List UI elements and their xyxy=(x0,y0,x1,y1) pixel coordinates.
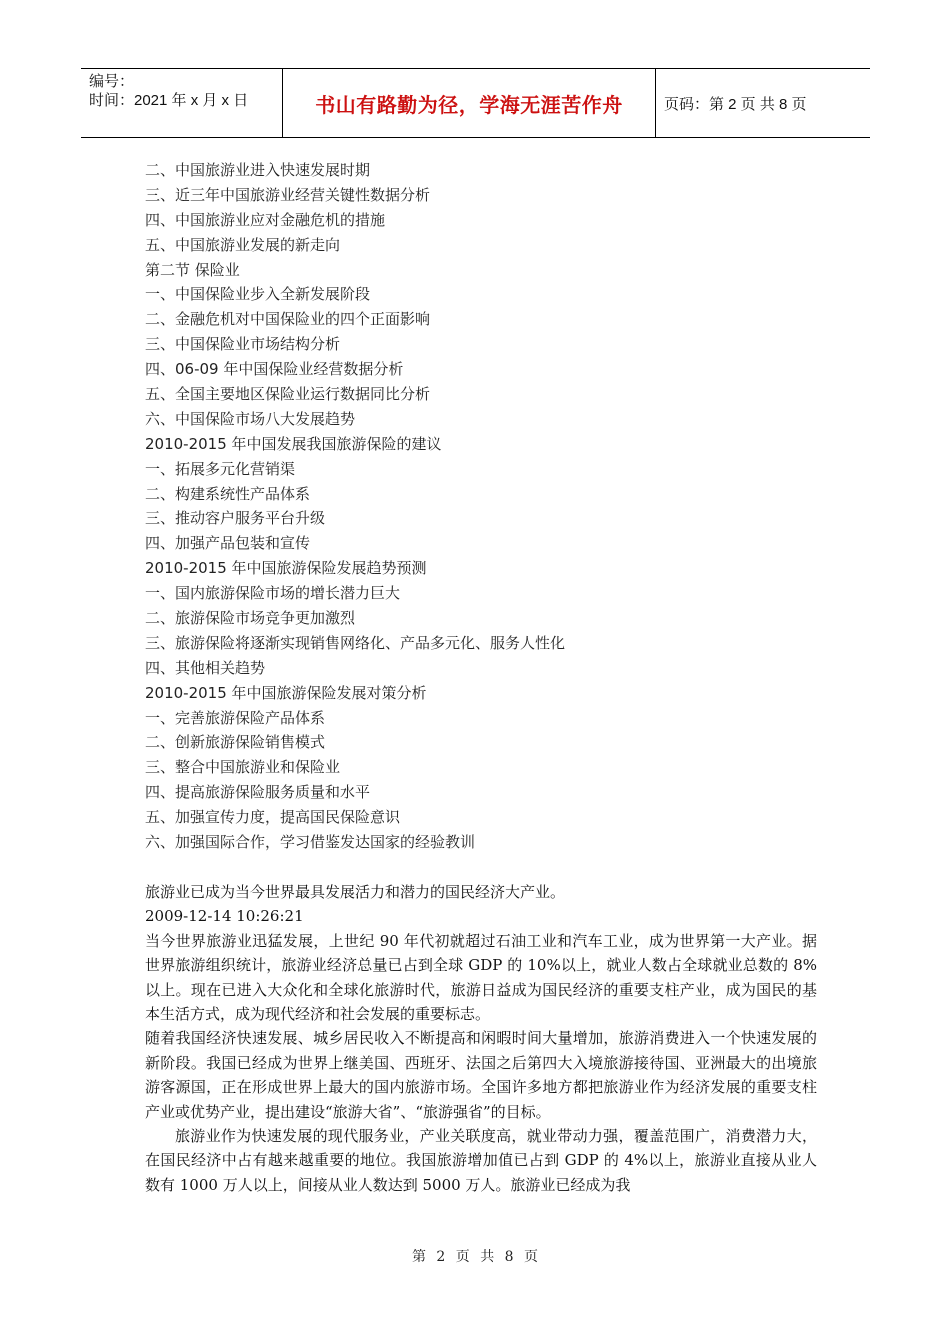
header-motto: 书山有路勤为径，学海无涯苦作舟 xyxy=(283,69,656,137)
table-of-contents xyxy=(145,158,825,855)
toc-item: 三、整合中国旅游业和保险业 xyxy=(145,758,341,777)
toc-item: 2010-2015 年中国旅游保险发展趋势预测 xyxy=(145,559,427,578)
header-page-info: 页码：第 2 页 共 8 页 xyxy=(664,95,807,113)
toc-item: 五、中国旅游业发展的新走向 xyxy=(145,235,341,254)
toc-item: 二、中国旅游业进入快速发展时期 xyxy=(145,161,371,179)
toc-item: 四、06-09 年中国保险业经营数据分析 xyxy=(145,360,404,379)
toc-item: 一、中国保险业步入全新发展阶段 xyxy=(145,285,371,304)
toc-item: 二、创新旅游保险销售模式 xyxy=(145,733,326,752)
toc-item: 六、中国保险市场八大发展趋势 xyxy=(145,409,356,428)
toc-item: 五、加强宣传力度，提高国民保险意识 xyxy=(145,808,401,827)
toc-item: 二、构建系统性产品体系 xyxy=(145,484,311,503)
article-paragraph: 旅游业作为快速发展的现代服务业，产业关联度高，就业带动力强，覆盖范围广，消费潜力大，在国民经济中占有越来越重要的地位。我国旅游增加值已占到 GDP 的 4%以上，旅游业直接从业人数有 1000 万人以上，间接从业人数达到 5000 万人。旅游业已经成为我 xyxy=(145,1127,817,1194)
toc-item: 第二节 保险业 xyxy=(145,260,240,279)
page-footer: 第 2 页 共 8 页 xyxy=(411,1249,539,1265)
toc-item: 三、旅游保险将逐渐实现销售网络化、产品多元化、服务人性化 xyxy=(145,633,566,652)
toc-item: 2010-2015 年中国旅游保险发展对策分析 xyxy=(145,683,427,702)
toc-item: 五、全国主要地区保险业运行数据同比分析 xyxy=(145,385,431,404)
toc-item: 一、完善旅游保险产品体系 xyxy=(145,708,326,727)
toc-item: 三、中国保险业市场结构分析 xyxy=(145,335,341,354)
toc-item: 六、加强国际合作，学习借鉴发达国家的经验教训 xyxy=(145,833,476,852)
article-paragraph: 当今世界旅游业迅猛发展，上世纪 90 年代初就超过石油工业和汽车工业，成为世界第一大产业。据世界旅游组织统计，旅游业经济总量已占到全球 GDP 的 10%以上，就业人数占全球就业总数的 8%以上。现在已进入大众化和全球化旅游时代，旅游日益成为国民经济的重要支柱产业，成为国民的基本生活方式，成为现代经济和社会发展的重要标志。 xyxy=(145,931,817,1024)
date-label: 时间：2021 年 x 月 x 日 xyxy=(89,92,249,109)
article-title: 旅游业已成为当今世界最具发展活力和潜力的国民经济大产业。 xyxy=(145,883,566,901)
toc-item: 二、旅游保险市场竞争更加激烈 xyxy=(145,609,356,628)
toc-item: 四、其他相关趋势 xyxy=(145,658,266,677)
toc-item: 四、加强产品包装和宣传 xyxy=(145,534,311,553)
toc-item: 2010-2015 年中国发展我国旅游保险的建议 xyxy=(145,434,442,453)
article-body xyxy=(145,880,817,1197)
article-paragraph: 随着我国经济快速发展、城乡居民收入不断提高和闲暇时间大量增加，旅游消费进入一个快速发展的新阶段。我国已经成为世界上继美国、西班牙、法国之后第四大入境旅游接待国、亚洲最大的出境旅游客源国，正在形成世界上最大的国内旅游市场。全国许多地方都把旅游业作为经济发展的重要支柱产业或优势产业，提出建设“旅游大省”、“旅游强省”的目标。 xyxy=(145,1029,817,1121)
toc-item: 二、金融危机对中国保险业的四个正面影响 xyxy=(145,310,431,329)
document-header xyxy=(81,68,870,138)
toc-item: 三、推动容户服务平台升级 xyxy=(145,509,326,528)
serial-number-label: 编号： xyxy=(89,73,135,90)
toc-item: 一、拓展多元化营销渠 xyxy=(145,459,296,478)
article-date: 2009-12-14 10:26:21 xyxy=(145,907,304,926)
toc-item: 一、国内旅游保险市场的增长潜力巨大 xyxy=(145,584,401,603)
header-meta-cell xyxy=(81,69,283,137)
toc-item: 四、中国旅游业应对金融危机的措施 xyxy=(145,210,386,229)
toc-item: 三、近三年中国旅游业经营关键性数据分析 xyxy=(145,185,431,204)
toc-item: 四、提高旅游保险服务质量和水平 xyxy=(145,783,371,802)
